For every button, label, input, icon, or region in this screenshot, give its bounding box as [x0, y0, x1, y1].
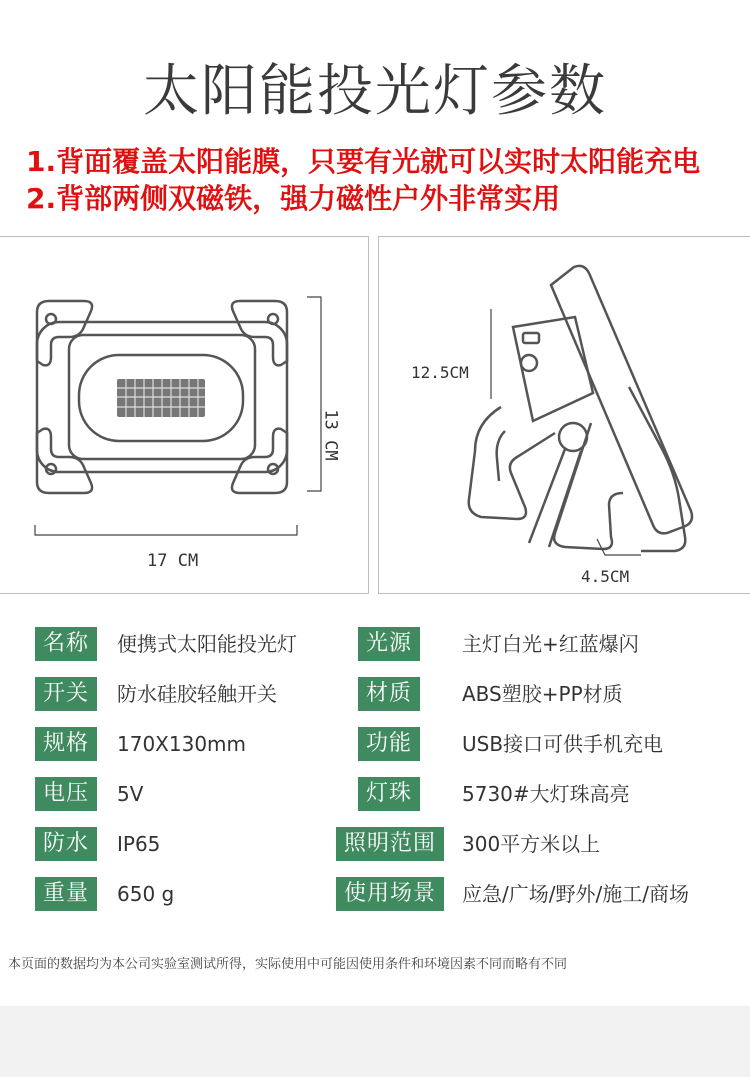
stand-arm: [469, 407, 555, 519]
spec-value: 防水硅胶轻触开关: [117, 682, 277, 706]
spec-label: 电压: [35, 777, 97, 811]
corner-bumper-tr: [232, 301, 287, 365]
height-label: 13 CM: [320, 409, 341, 461]
disclaimer-text: 本页面的数据均为本公司实验室测试所得，实际使用中可能因使用条件和环境因素不同而略有不同: [8, 957, 568, 972]
spec-label: 材质: [358, 677, 420, 711]
footer-band: [0, 1006, 750, 1077]
switch-button: [521, 355, 537, 371]
spec-label: 规格: [35, 727, 97, 761]
right-bracket: [629, 387, 685, 551]
depth-label: 4.5CM: [581, 567, 630, 586]
spec-label: 使用场景: [336, 877, 444, 911]
spec-label: 灯珠: [358, 777, 420, 811]
side-height-label: 12.5CM: [411, 363, 469, 382]
height-dimension-line: [307, 297, 321, 491]
spec-label: 功能: [358, 727, 420, 761]
stand-arm-inner: [497, 431, 505, 481]
corner-bumper-tl: [37, 301, 92, 365]
spec-value: 650 g: [117, 882, 175, 906]
page-title: 太阳能投光灯参数: [143, 59, 607, 124]
spec-label: 重量: [35, 877, 97, 911]
corner-bumper-bl: [37, 429, 92, 493]
front-view-panel: [0, 236, 369, 594]
stand-leg: [529, 449, 565, 543]
spec-value: 170X130mm: [117, 732, 247, 756]
side-view-panel: [378, 236, 750, 594]
width-dimension-line: [35, 525, 297, 535]
feature-line-1: 1.背面覆盖太阳能膜，只要有光就可以实时太阳能充电: [26, 145, 701, 178]
stand-knob: [559, 423, 587, 451]
spec-label: 开关: [35, 677, 97, 711]
spec-value: IP65: [117, 832, 161, 856]
stand-leg: [549, 451, 581, 547]
spec-label: 防水: [35, 827, 97, 861]
spec-value: 应急/广场/野外/施工/商场: [462, 882, 689, 906]
side-view-illustration: [379, 237, 750, 593]
depth-dimension-line: [597, 539, 641, 555]
spec-label: 照明范围: [336, 827, 444, 861]
feature-line-2: 2.背部两侧双磁铁，强力磁性户外非常实用: [26, 182, 561, 215]
spec-value: 5730#大灯珠高亮: [462, 782, 630, 806]
corner-bumper-br: [232, 429, 287, 493]
stand-foot: [554, 423, 623, 549]
spec-value: 5V: [117, 782, 144, 806]
spec-label: 名称: [35, 627, 97, 661]
spec-value: ABS塑胶+PP材质: [462, 682, 623, 706]
width-label: 17 CM: [147, 551, 199, 571]
front-view-illustration: [0, 237, 368, 593]
spec-value: 便携式太阳能投光灯: [117, 632, 297, 656]
spec-label: 光源: [358, 627, 420, 661]
spec-value: USB接口可供手机充电: [462, 732, 664, 756]
spec-value: 300平方米以上: [462, 832, 601, 856]
usb-port: [523, 333, 539, 343]
spec-value: 主灯白光+红蓝爆闪: [462, 632, 639, 656]
led-grid: [117, 379, 205, 417]
